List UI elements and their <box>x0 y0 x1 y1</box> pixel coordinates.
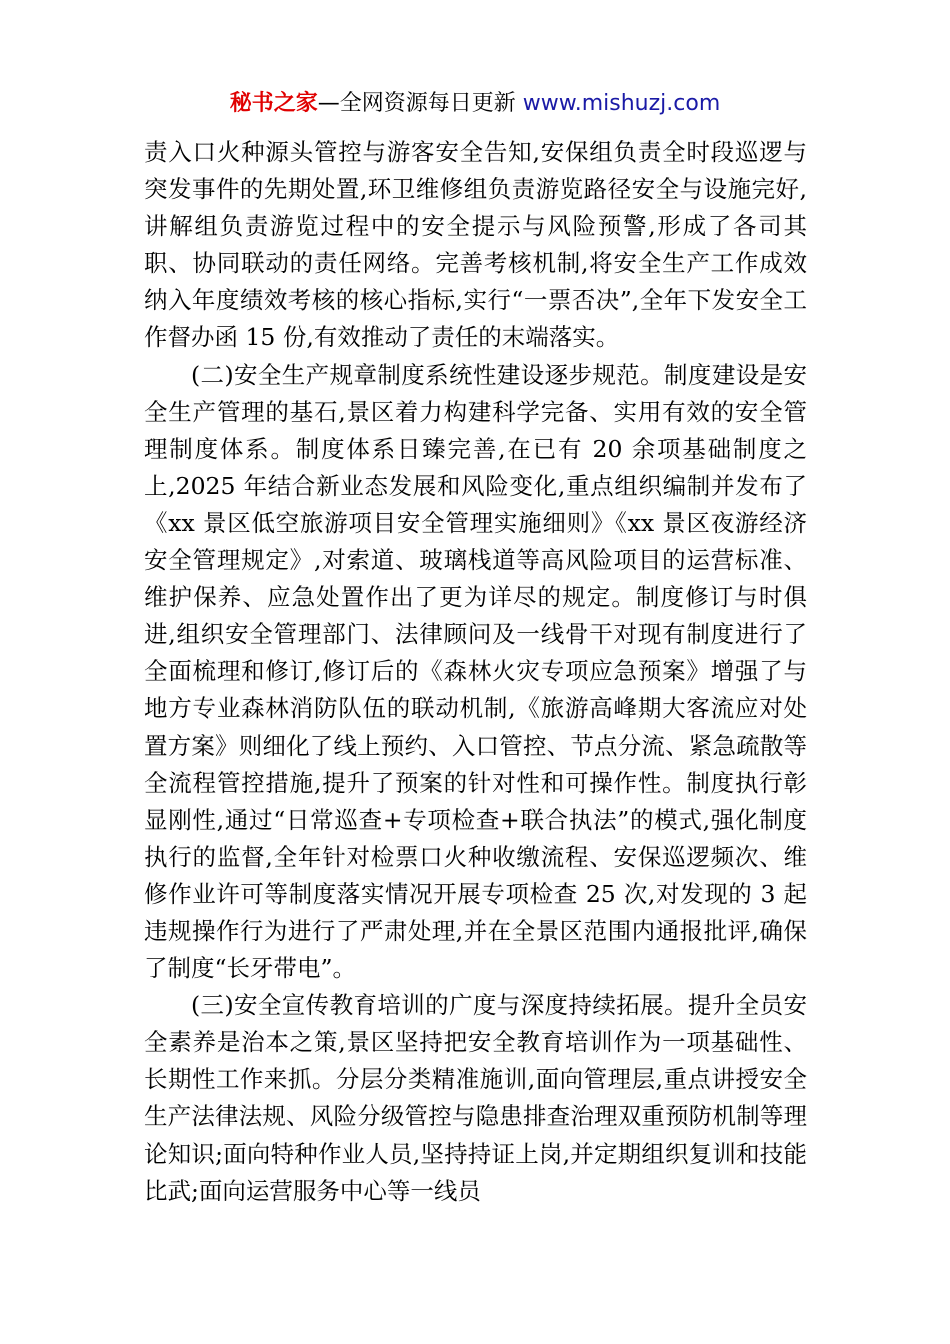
paragraph-2: (二)安全生产规章制度系统性建设逐步规范。制度建设是安全生产管理的基石,景区着力构建科学完备、实用有效的安全管理制度体系。制度体系日臻完善,在已有 20 余项基础制度之上,2025 年结合新业态发展和风险变化,重点组织编制并发布了《xx 景区低空旅游项目安全管理实施细则》《xx 景区夜游经济安全管理规定》,对索道、玻璃栈道等高风险项目的运营标准、维护保养、应急处置作出了更为详尽的规定。制度修订与时俱进,组织安全管理部门、法律顾问及一线骨干对现有制度进行了全面梳理和修订,修订后的《森林火灾专项应急预案》增强了与地方专业森林消防队伍的联动机制,《旅游高峰期大客流应对处置方案》则细化了线上预约、入口管控、节点分流、紧急疏散等全流程管控措施,提升了预案的针对性和可操作性。制度执行彰显刚性,通过“日常巡查+专项检查+联合执法”的模式,强化制度执行的监督,全年针对检票口火种收缴流程、安保巡逻频次、维修作业许可等制度落实情况开展专项检查 25 次,对发现的 3 起违规操作行为进行了严肃处理,并在全景区范围内通报批评,确保了制度“长牙带电”。 <box>144 360 807 983</box>
paragraph-1: 责入口火种源头管控与游客安全告知,安保组负责全时段巡逻与突发事件的先期处置,环卫维修组负责游览路径安全与设施完好,讲解组负责游览过程中的安全提示与风险预警,形成了各司其职、协同联动的责任网络。完善考核机制,将安全生产工作成效纳入年度绩效考核的核心指标,实行“一票否决”,全年下发安全工作督办函 15 份,有效推动了责任的末端落实。 <box>144 138 807 352</box>
site-url-link[interactable]: www.mishuzj.com <box>522 91 721 116</box>
paragraph-3: (三)安全宣传教育培训的广度与深度持续拓展。提升全员安全素养是治本之策,景区坚持把安全教育培训作为一项基础性、长期性工作来抓。分层分类精准施训,面向管理层,重点讲授安全生产法律法规、风险分级管控与隐患排查治理双重预防机制等理论知识;面向特种作业人员,坚持持证上岗,并定期组织复训和技能比武;面向运营服务中心等一线员 <box>144 991 807 1205</box>
site-header <box>0 86 950 122</box>
brand-name[interactable]: 秘书之家 <box>229 91 318 116</box>
header-tagline: —全网资源每日更新 <box>317 91 523 116</box>
document-body <box>144 134 807 1210</box>
